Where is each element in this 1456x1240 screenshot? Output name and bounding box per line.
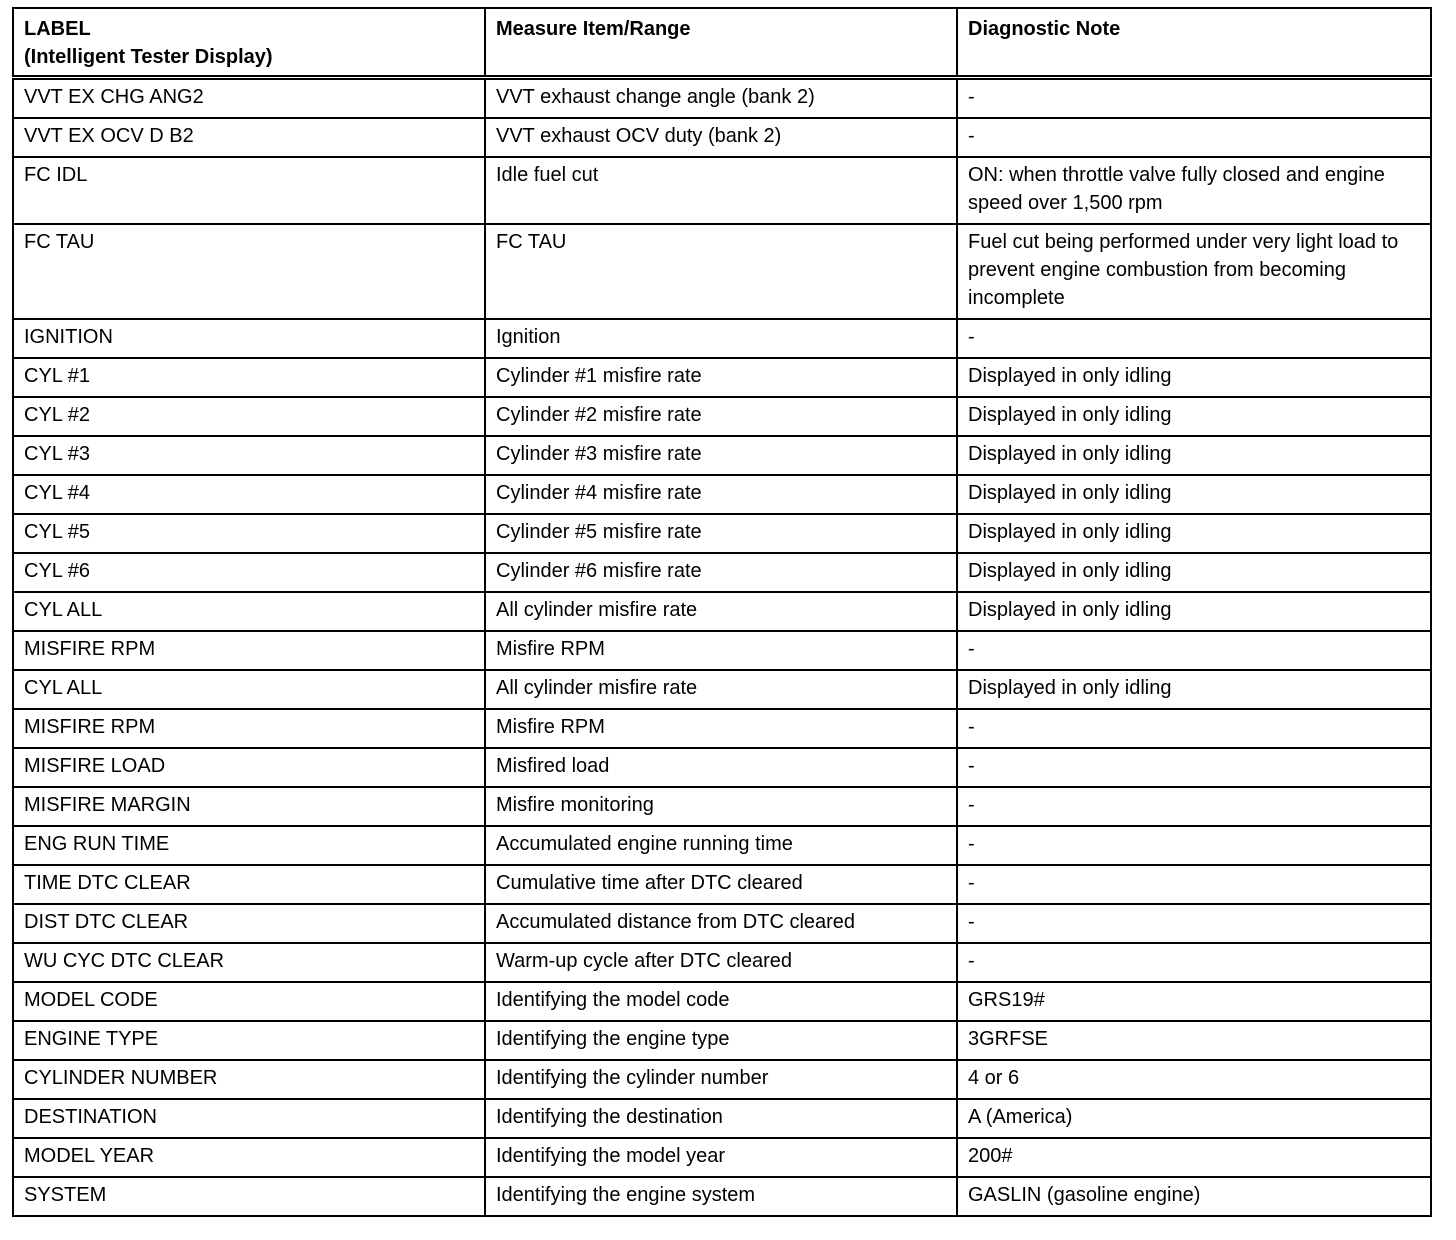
cell-label: MISFIRE RPM — [13, 709, 485, 748]
cell-note: 4 or 6 — [957, 1060, 1431, 1099]
cell-note: A (America) — [957, 1099, 1431, 1138]
table-row — [13, 78, 1431, 119]
cell-note: Displayed in only idling — [957, 670, 1431, 709]
table-row — [13, 553, 1431, 592]
table-row — [13, 670, 1431, 709]
cell-measure: Cumulative time after DTC cleared — [485, 865, 957, 904]
cell-label: CYL #3 — [13, 436, 485, 475]
cell-label: TIME DTC CLEAR — [13, 865, 485, 904]
cell-note: - — [957, 826, 1431, 865]
cell-label: MISFIRE MARGIN — [13, 787, 485, 826]
cell-note: Displayed in only idling — [957, 397, 1431, 436]
cell-label: VVT EX CHG ANG2 — [13, 78, 485, 119]
cell-note: Fuel cut being performed under very light load to prevent engine combustion from becoming incomplete — [957, 224, 1431, 319]
cell-measure: Cylinder #3 misfire rate — [485, 436, 957, 475]
cell-measure: Identifying the model year — [485, 1138, 957, 1177]
cell-label: FC IDL — [13, 157, 485, 224]
cell-measure: Identifying the engine type — [485, 1021, 957, 1060]
table-header-row — [13, 8, 1431, 78]
cell-measure: Misfire monitoring — [485, 787, 957, 826]
cell-label: MODEL YEAR — [13, 1138, 485, 1177]
cell-note: 3GRFSE — [957, 1021, 1431, 1060]
cell-note: Displayed in only idling — [957, 592, 1431, 631]
table-row — [13, 748, 1431, 787]
header-label-line1: LABEL — [24, 18, 91, 40]
table-body — [13, 78, 1431, 1217]
cell-label: IGNITION — [13, 319, 485, 358]
table-row — [13, 157, 1431, 224]
cell-label: CYL #4 — [13, 475, 485, 514]
table-row — [13, 982, 1431, 1021]
table-row — [13, 1099, 1431, 1138]
cell-note: Displayed in only idling — [957, 436, 1431, 475]
table-row — [13, 1177, 1431, 1216]
header-note: Diagnostic Note — [957, 8, 1431, 78]
cell-label: CYL #2 — [13, 397, 485, 436]
table-row — [13, 436, 1431, 475]
cell-measure: Ignition — [485, 319, 957, 358]
table-row — [13, 631, 1431, 670]
cell-label: FC TAU — [13, 224, 485, 319]
table-row — [13, 943, 1431, 982]
cell-label: VVT EX OCV D B2 — [13, 118, 485, 157]
cell-measure: All cylinder misfire rate — [485, 592, 957, 631]
cell-measure: Cylinder #5 misfire rate — [485, 514, 957, 553]
cell-measure: VVT exhaust OCV duty (bank 2) — [485, 118, 957, 157]
table-row — [13, 118, 1431, 157]
cell-note: - — [957, 904, 1431, 943]
cell-measure: Cylinder #2 misfire rate — [485, 397, 957, 436]
cell-label: ENG RUN TIME — [13, 826, 485, 865]
table-row — [13, 514, 1431, 553]
cell-label: DIST DTC CLEAR — [13, 904, 485, 943]
cell-label: CYL ALL — [13, 592, 485, 631]
cell-note: Displayed in only idling — [957, 514, 1431, 553]
table-row — [13, 592, 1431, 631]
cell-measure: Identifying the model code — [485, 982, 957, 1021]
cell-measure: Idle fuel cut — [485, 157, 957, 224]
diagnostic-table — [12, 7, 1432, 1217]
cell-note: - — [957, 943, 1431, 982]
cell-measure: FC TAU — [485, 224, 957, 319]
header-label-line2: (Intelligent Tester Display) — [24, 46, 273, 68]
cell-measure: Accumulated engine running time — [485, 826, 957, 865]
table-row — [13, 865, 1431, 904]
cell-note: GASLIN (gasoline engine) — [957, 1177, 1431, 1216]
cell-measure: Cylinder #6 misfire rate — [485, 553, 957, 592]
cell-note: Displayed in only idling — [957, 358, 1431, 397]
cell-label: WU CYC DTC CLEAR — [13, 943, 485, 982]
cell-label: DESTINATION — [13, 1099, 485, 1138]
cell-measure: Misfire RPM — [485, 709, 957, 748]
cell-label: CYL #6 — [13, 553, 485, 592]
cell-label: CYL #5 — [13, 514, 485, 553]
cell-note: - — [957, 118, 1431, 157]
cell-measure: All cylinder misfire rate — [485, 670, 957, 709]
cell-measure: Identifying the cylinder number — [485, 1060, 957, 1099]
cell-measure: Identifying the engine system — [485, 1177, 957, 1216]
cell-note: - — [957, 631, 1431, 670]
cell-note: - — [957, 709, 1431, 748]
table-row — [13, 397, 1431, 436]
cell-note: 200# — [957, 1138, 1431, 1177]
cell-note: - — [957, 748, 1431, 787]
cell-note: - — [957, 865, 1431, 904]
cell-note: GRS19# — [957, 982, 1431, 1021]
table-row — [13, 709, 1431, 748]
cell-label: ENGINE TYPE — [13, 1021, 485, 1060]
cell-note: - — [957, 787, 1431, 826]
table-row — [13, 904, 1431, 943]
cell-note: - — [957, 319, 1431, 358]
table-row — [13, 1138, 1431, 1177]
table-row — [13, 358, 1431, 397]
header-label — [13, 8, 485, 78]
table-row — [13, 224, 1431, 319]
cell-note: - — [957, 78, 1431, 119]
cell-label: CYL ALL — [13, 670, 485, 709]
cell-label: CYLINDER NUMBER — [13, 1060, 485, 1099]
cell-label: MISFIRE RPM — [13, 631, 485, 670]
cell-measure: Warm-up cycle after DTC cleared — [485, 943, 957, 982]
table-row — [13, 1060, 1431, 1099]
header-measure: Measure Item/Range — [485, 8, 957, 78]
table-row — [13, 475, 1431, 514]
cell-measure: Identifying the destination — [485, 1099, 957, 1138]
cell-label: SYSTEM — [13, 1177, 485, 1216]
cell-measure: Cylinder #4 misfire rate — [485, 475, 957, 514]
cell-measure: VVT exhaust change angle (bank 2) — [485, 78, 957, 119]
cell-note: ON: when throttle valve fully closed and engine speed over 1,500 rpm — [957, 157, 1431, 224]
table-row — [13, 826, 1431, 865]
cell-measure: Misfire RPM — [485, 631, 957, 670]
cell-label: CYL #1 — [13, 358, 485, 397]
table-row — [13, 787, 1431, 826]
cell-measure: Misfired load — [485, 748, 957, 787]
cell-measure: Cylinder #1 misfire rate — [485, 358, 957, 397]
table-row — [13, 319, 1431, 358]
cell-measure: Accumulated distance from DTC cleared — [485, 904, 957, 943]
cell-label: MODEL CODE — [13, 982, 485, 1021]
table-row — [13, 1021, 1431, 1060]
cell-note: Displayed in only idling — [957, 475, 1431, 514]
cell-note: Displayed in only idling — [957, 553, 1431, 592]
cell-label: MISFIRE LOAD — [13, 748, 485, 787]
